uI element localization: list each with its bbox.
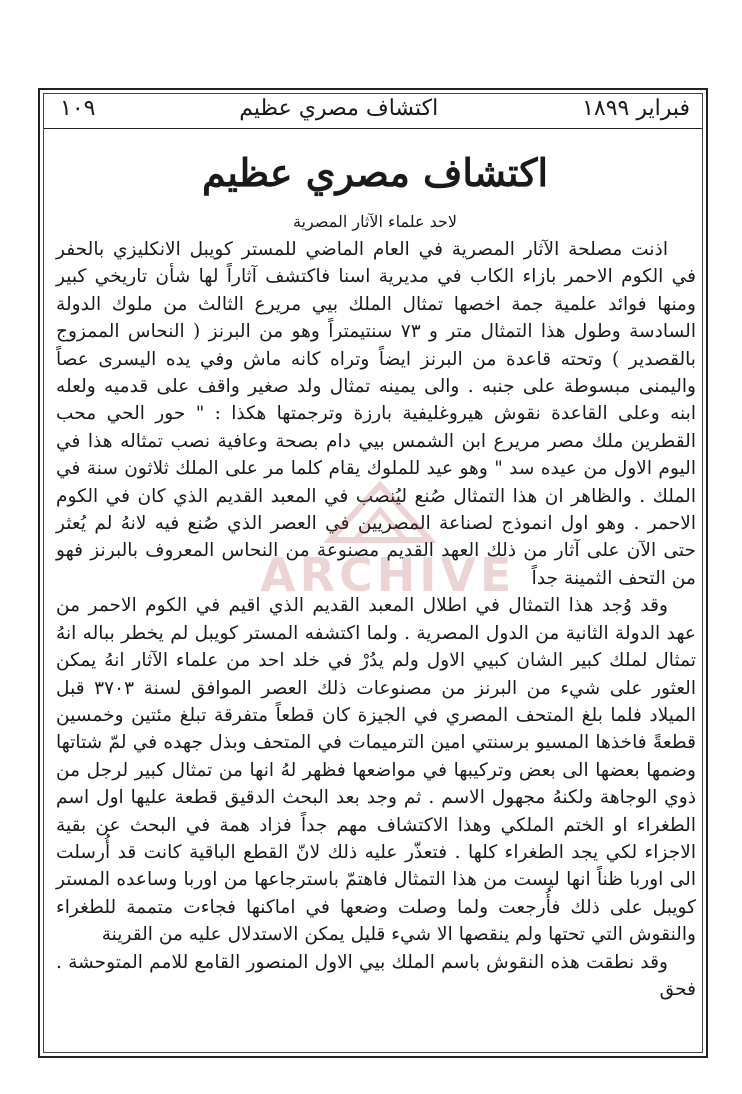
paragraph-3: وقد نطقت هذه النقوش باسم الملك بيي الاول المنصور القامع للامم المتوحشة . فحق — [56, 951, 696, 1000]
page-number: ١٠٩ — [60, 95, 96, 121]
running-head — [60, 88, 690, 128]
running-title: اكتشاف مصري عظيم — [239, 95, 439, 121]
watermark-text: ARCHIVE — [260, 548, 516, 602]
paragraph-2: وقد وُجد هذا التمثال في اطلال المعبد القديم الذي اقيم في الكوم الاحمر من عهد الدولة الثانية من الدول المصرية . ولما اكتشفه المستر كويبل لم يخطر بباله انهُ تمثال لملك كبير الشان كبيي الاول ولم يدُرْ في خلد احد من علماء الآثار انهُ يمكن العثور على شيء من البرنز من مصنوعات ذلك العصر الموافق لسنة ٣٧٠٣ قبل الميلاد فلما بلغ المتحف المصري في الجيزة كان قطعاً متفرقة تبلغ مئتين وخمسين قطعةً فاخذها المسيو برسنتي امين الترميمات في المتحف وبذل جهده في لمّ شتاتها وضمها بعضها الى بعض وتركيبها في مواضعها فظهر لهُ انها من تمثال كبير لرجل من ذوي الوجاهة ولكنهُ مجهول الاسم . ثم وجد بعد البحث الدقيق قطعة عليها اول اسم الطغراء او الختم الملكي وهذا الاكتشاف مهم جداً فزاد همة في البحث عن بقية الاجزاء لكي يجد الطغراء كلها . فتعذّر عليه ذلك لانّ القطع الباقية كانت قد أُرسلت الى اوربا ظناً انها ليست من هذا التمثال فاهتمّ باسترجاعها من اوربا وساعده المستر كويبل على ذلك فأُرجعت ولما وصلت وضعها في اماكنها فجاءت متممة للطغراء والنقوش التي تحتها ولم ينقصها الا شيء قليل يمكن الاستدلال عليه من القرينة — [56, 595, 696, 946]
header-rule — [44, 128, 702, 129]
paragraph-1: اذنت مصلحة الآثار المصرية في العام الماضي للمستر كويبل الانكليزي بالحفر في الكوم الاحمر بازاء الكاب في مديرية اسنا فاكتشف آثاراً لها شأن تاريخي كبير ومنها فوائد علمية جمة اخصها تمثال الملك بيي مريرع الثالث من ملوك الدولة السادسة وطول هذا التمثال متر و ٧٣ سنتيمتراً وهو من البرنز ( النحاس الممزوج بالقصدير ) وتحته قاعدة من البرنز ايضاً وتراه كانه ماش وفي يده اليسرى عصاً واليمنى مبسوطة على جنبه . والى يمينه تمثال ولد صغير واقف على قدميه ولعله ابنه وعلى القاعدة نقوش هيروغليفية بارزة وترجمتها هكذا : " حور الحي محب القطرين ملك مصر مريرع ابن الشمس بيي دام بصحة وعافية نصب تمثاله هذا في اليوم الاول من عيده سد " وهو عيد للملوك يقام كلما مر على الملك ثلاثون سنة في الملك . والظاهر ان هذا التمثال صُنع ليُنصب في المعبد القديم الذي كان في الكوم الاحمر . وهو اول انموذج لصناعة المصريين في العصر الذي صُنع فيه لانهُ لم يُعثر حتى الآن على آثار من ذلك العهد القديم مصنوعة من النحاس المعروف بالبرنز فهو من التحف الثمينة جداً — [56, 239, 696, 589]
article-body — [56, 236, 696, 1003]
article-title: اكتشاف مصري عظيم — [201, 150, 549, 195]
article-byline: لاحد علماء الآثار المصرية — [292, 212, 458, 231]
issue-date: فبراير ١٨٩٩ — [582, 95, 690, 121]
